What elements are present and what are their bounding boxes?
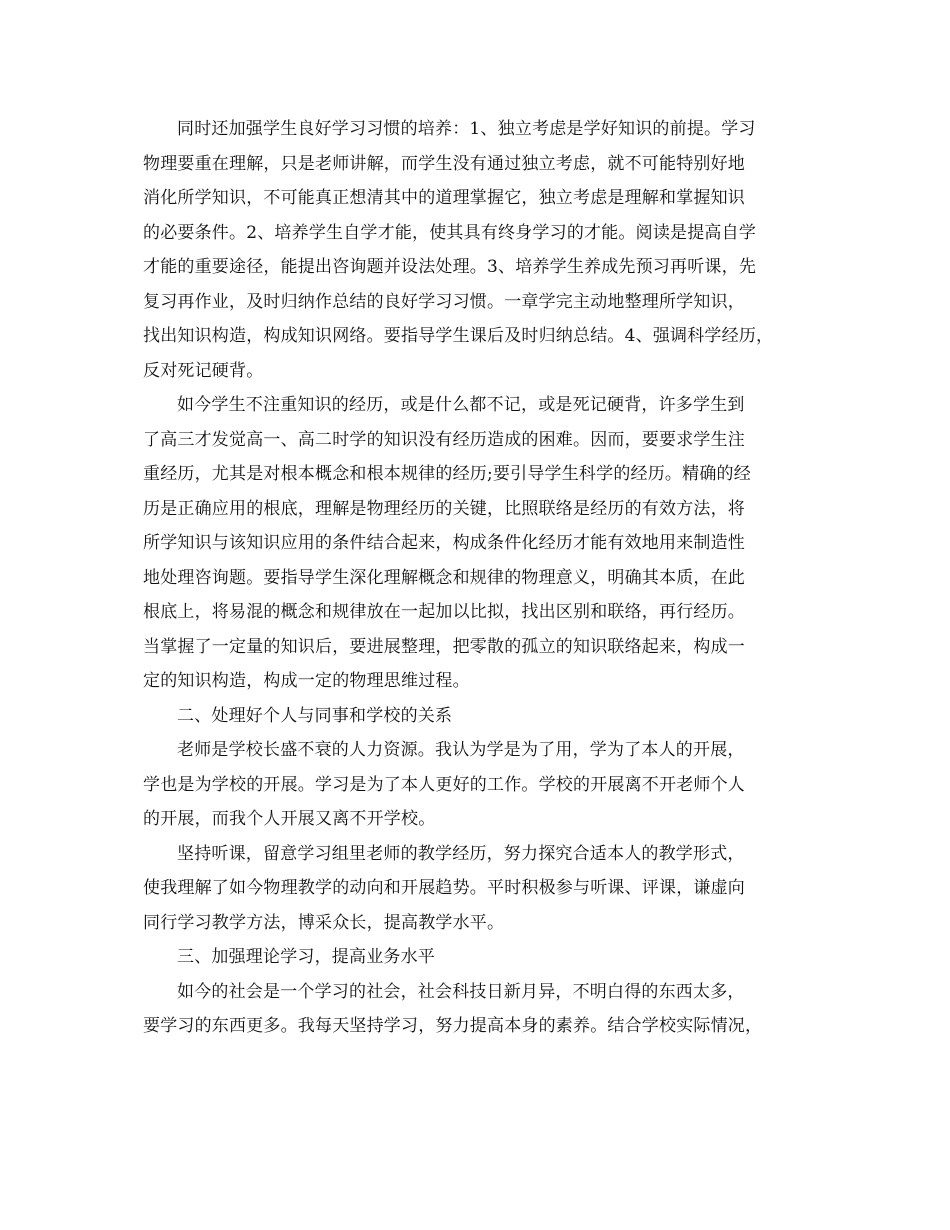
text-line: 的开展，而我个人开展又离不开学校。 <box>143 809 436 829</box>
text-line: 坚持听课，留意学习组里老师的教学经历，努力探究合适本人的教学形式， <box>177 843 745 864</box>
text-line: 反对死记硬背。 <box>143 360 264 381</box>
text-line: 学也是为学校的开展。学习是为了本人更好的工作。学校的开展离不开老师个人 <box>143 774 745 795</box>
text-line: 地处理咨询题。要指导学生深化理解概念和规律的物理意义，明确其本质，在此 <box>143 567 745 588</box>
text-line: 使我理解了如今物理教学的动向和开展趋势。平时积极参与听课、评课，谦虚向 <box>143 878 745 898</box>
document-body <box>143 112 809 1044</box>
text-line: 如今学生不注重知识的经历，或是什么都不记，或是死记硬背，许多学生到 <box>177 395 745 415</box>
text-line: 找出知识构造，构成知识网络。要指导学生课后及时归纳总结。4、强调科学经历， <box>143 326 774 346</box>
text-line: 根底上，将易混的概念和规律放在一起加以比拟，找出区别和联络，再行经历。 <box>143 602 745 622</box>
text-line: 要学习的东西更多。我每天坚持学习，努力提高本身的素养。结合学校实际情况， <box>143 1016 763 1036</box>
text-line: 的必要条件。2、培养学生自学才能，使其具有终身学习的才能。阅读是提高自学 <box>143 222 757 243</box>
text-line: 物理要重在理解，只是老师讲解，而学生没有通过独立考虑，就不可能特别好地 <box>143 153 745 174</box>
text-line: 二、处理好个人与同事和学校的关系 <box>177 705 453 726</box>
text-line: 了高三才发觉高一、高二时学的知识没有经历造成的困难。因而，要要求学生注 <box>143 429 745 450</box>
text-line: 历是正确应用的根底，理解是物理经历的关键，比照联络是经历的有效方法，将 <box>143 498 745 519</box>
text-line: 同行学习教学方法，博采众长，提高教学水平。 <box>143 912 505 933</box>
text-line: 所学知识与该知识应用的条件结合起来，构成条件化经历才能有效地用来制造性 <box>143 533 745 553</box>
text-line: 消化所学知识，不可能真正想清其中的道理掌握它，独立考虑是理解和掌握知识 <box>143 188 745 208</box>
text-line: 才能的重要途径，能提出咨询题并设法处理。3、培养学生养成先预习再听课，先 <box>143 257 757 277</box>
text-line: 当掌握了一定量的知识后，要进展整理，把零散的孤立的知识联络起来，构成一 <box>143 636 745 657</box>
text-line: 同时还加强学生良好学习习惯的培养：1、独立考虑是学好知识的前提。学习 <box>177 119 756 139</box>
text-line: 定的知识构造，构成一定的物理思维过程。 <box>143 671 470 691</box>
text-line: 重经历，尤其是对根本概念和根本规律的经历;要引导学生科学的经历。精确的经 <box>143 464 751 484</box>
text-line: 老师是学校长盛不衰的人力资源。我认为学是为了用，学为了本人的开展， <box>177 740 745 760</box>
text-line: 三、加强理论学习，提高业务水平 <box>177 947 435 967</box>
text-line: 复习再作业，及时归纳作总结的良好学习习惯。一章学完主动地整理所学知识， <box>143 291 745 312</box>
text-line: 如今的社会是一个学习的社会，社会科技日新月异，不明白得的东西太多， <box>177 981 745 1002</box>
